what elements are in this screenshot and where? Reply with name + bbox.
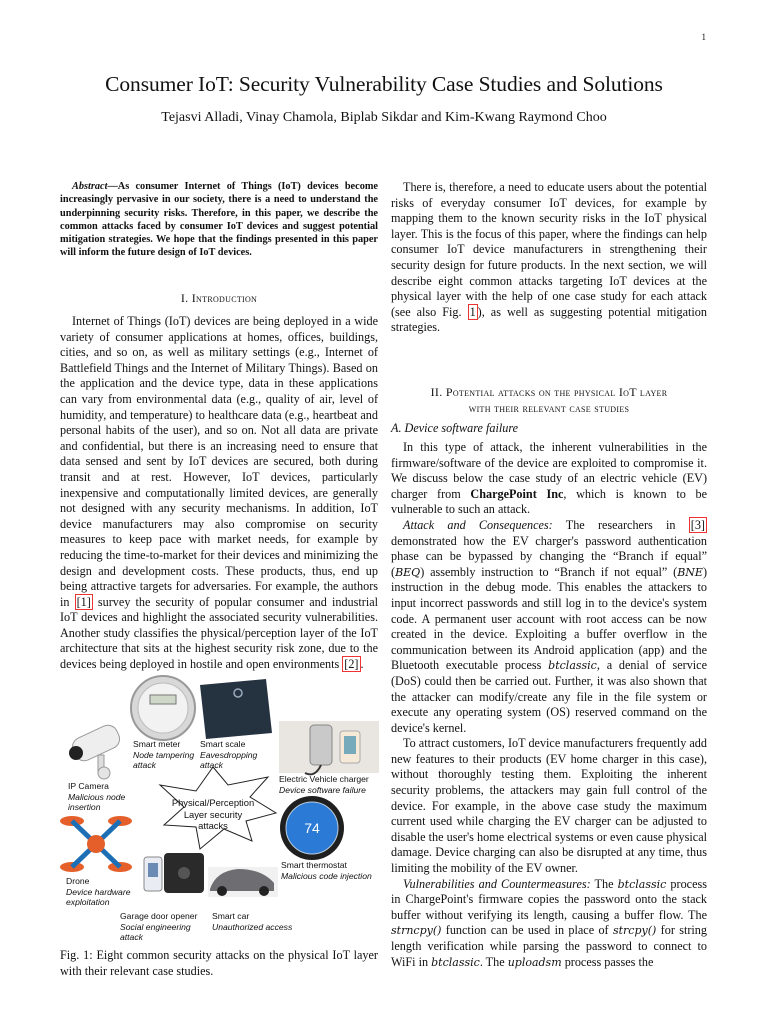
uploadsm-term: uploadsm: [507, 955, 562, 969]
section-1-heading: [60, 291, 378, 307]
intro-paragraph-2: [391, 180, 707, 336]
vulnerabilities-label: Vulnerabilities and Countermeasures:: [403, 876, 591, 891]
s2-p3: To attract customers, IoT device manufacturers frequently add new features to their products (EV home charger in this case), without thoroughly testing them. Exploiting the inherent security problems, the attackers may gain full control of the device. For example, in the above case study the maximum current used while charging the EV charger can be adjusted to disable the user's home electrical systems or even cause physical damage. Device charging can also be disrupted at any time, thus limiting the mobility of the EV owner.: [391, 736, 707, 876]
section-2-title-line-1: Potential attacks on the physical IoT layer: [445, 385, 668, 399]
strcpy-term: strcpy(): [612, 924, 657, 938]
thermostat-reading: 74: [304, 820, 320, 836]
drone-image: [60, 816, 132, 872]
beq-term: BEQ: [395, 565, 421, 579]
s2-p4-text-b: process in ChargePoint's firmware copies the password onto the stack buffer without verifying its length, causing a buffer flow. The: [391, 876, 707, 922]
section-1-title: Introduction: [191, 291, 258, 305]
intro-text-c: .: [360, 657, 364, 672]
s2-p2-text-a: The researchers in: [552, 517, 689, 532]
abstract: [60, 180, 378, 260]
ip-camera-image: [69, 722, 123, 779]
label-smart-thermostat: Smart thermostat Malicious code injection: [281, 860, 372, 881]
citation-3[interactable]: [3]: [690, 517, 705, 532]
figure-reference[interactable]: 1: [469, 304, 476, 319]
s2-p4-text-e: . The: [479, 954, 508, 969]
section-2-number: II.: [430, 385, 443, 399]
intro-p2-text-a: There is, therefore, a need to educate users about the potential risks of everyday consumer IoT devices, for example by mapping them to the known security risks in the IoT physical layer. This is the focus of this paper, where the findings can help consumer IoT device manufacturers in strengthening their security design for future products. In the next section, we will describe eight common attacks targeting IoT devices at the physical layer with the help of one case study for each attack (see also Fig.: [391, 180, 707, 319]
ev-charger-image: [279, 721, 379, 774]
subsection-a-heading: A. Device software failure: [391, 421, 519, 435]
label-ev-charger: Electric Vehicle charger Device software failure: [279, 774, 369, 795]
abstract-text: —As consumer Internet of Things (IoT) devices become increasingly pervasive in our society, there is a need to understand the underpinning security risks. Therefore, in this paper, we describe the common attacks faced by consumer IoT devices and suggest potential mitigation strategies. We hope that the findings presented in this paper will inform the future design of IoT devices.: [60, 181, 378, 259]
paper-authors: Tejasvi Alladi, Vinay Chamola, Biplab Sikdar and Kim-Kwang Raymond Choo: [161, 110, 607, 125]
label-smart-scale: Smart scale Eavesdropping attack: [200, 739, 258, 770]
attack-label: Attack and Consequences:: [403, 517, 553, 532]
figure-caption: Fig. 1: Eight common security attacks on the physical IoT layer with their relevant case studies.: [60, 948, 378, 978]
s2-p2-text-e: , a denial of service (DoS) could then be carried out. Further, it was also shown that the attacker can modify/create any file in the file system or execute any operating system (OS) reserved command on the device's kernel.: [391, 658, 707, 735]
strncpy-term: strncpy(): [391, 924, 442, 938]
s2-p1-text-b: , which is known to be vulnerable to such an attack.: [391, 486, 707, 517]
bne-term: BNE: [677, 565, 703, 579]
section-2-title-line-2: with their relevant case studies: [468, 401, 630, 415]
company-name: ChargePoint Inc: [470, 486, 564, 501]
s2-p2-text-d: ) instruction in the debug mode. This enables the attackers to input incorrect passwords and still log in to the device's system code. A permanent user account with root access can be now created in the device. Exploiting a buffer overflow in the communication between its Android application (app) and the Bluetooth executable process: [391, 564, 707, 673]
s2-p4-text-a: The: [590, 876, 618, 891]
intro-p2-text-b: ), as well as suggesting potential mitigation strategies.: [391, 304, 707, 335]
citation-1[interactable]: [1]: [76, 594, 91, 609]
section-1-number: I.: [180, 291, 189, 305]
s2-p2-text-b: demonstrated how the EV charger's password authentication phase can be bypassed by changing the “Branch if equal” (: [391, 533, 707, 579]
section-2-heading: [391, 384, 707, 416]
intro-text-a: Internet of Things (IoT) devices are being deployed in a wide variety of consumer applications at homes, offices, buildings, cities, and so on, as well as military settings (e.g., Internet of Battlefield Things and the Internet of Military Things). Based on the application and the device type, data in these applications can vary from environmental data (e.g., quality of air, level of humidity, and temperature) to healthcare data (e.g., heartbeat and personal habits of the user), and so on. Not all data are private and confidential, but there is an increasing need to ensure that data sensed and sent by IoT devices are secured, both during transit and at rest. However, IoT devices, particularly inexpensive and computationally limited devices, are generally not designed with any security mechanisms. In addition, IoT device manufacturers may also compromise on security measures to keep pace with market needs, for example by reducing the time-to-market for their devices and minimizing the design and development costs. These products, thus, end up being attractive targets for adversaries. For example, the authors in: [60, 314, 378, 609]
section-2-body: [391, 440, 707, 970]
paper-title: Consumer IoT: Security Vulnerability Case Studies and Solutions: [105, 72, 663, 96]
label-garage-door-opener: Garage door opener Social engineering attack: [120, 911, 198, 942]
citation-2[interactable]: [2]: [344, 657, 359, 672]
label-ip-camera: IP Camera Malicious node insertion: [68, 781, 126, 812]
intro-text-b: survey the security of popular consumer and industrial IoT devices and highlight the associated security vulnerabilities. Another study classifies the physical/perception layer of the IoT architecture that sits at the highest security risk zone, due to the devices being deployed in hostile and open environments: [60, 594, 379, 672]
smart-scale-image: [200, 679, 272, 739]
s2-p1-text-a: In this type of attack, the inherent vulnerabilities in the firmware/software of the device are exploited to compromise it. We discuss below the case study of an electric vehicle (EV) charger from: [391, 440, 707, 501]
btclassic-term-3: btclassic: [431, 955, 480, 969]
label-smart-meter: Smart meter Node tampering attack: [133, 739, 195, 770]
garage-door-opener-image: [144, 853, 204, 893]
label-smart-car: Smart car Unauthorized access: [212, 911, 293, 932]
figure-1: [60, 673, 382, 941]
smart-meter-image: [131, 676, 195, 740]
abstract-label: Abstract: [72, 181, 108, 192]
s2-p2-text-c: ) assembly instruction to “Branch if not equal” (: [420, 564, 678, 579]
figure-center-label: Physical/Perception Layer security attacks: [171, 797, 255, 831]
btclassic-term: btclassic: [548, 659, 597, 673]
btclassic-term-2: btclassic: [617, 877, 667, 891]
page-number: 1: [701, 32, 706, 42]
smart-thermostat-image: [280, 796, 344, 860]
s2-p4-text-f: process passes the: [561, 954, 654, 969]
label-drone: Drone Device hardware exploitation: [66, 876, 131, 907]
s2-p4-text-d: for string length verification while parsing the password to connect to WiFi in: [391, 923, 707, 969]
s2-p4-text-c: function can be used in place of: [441, 923, 613, 938]
smart-car-image: [208, 867, 278, 897]
intro-paragraph-1: [60, 314, 378, 673]
